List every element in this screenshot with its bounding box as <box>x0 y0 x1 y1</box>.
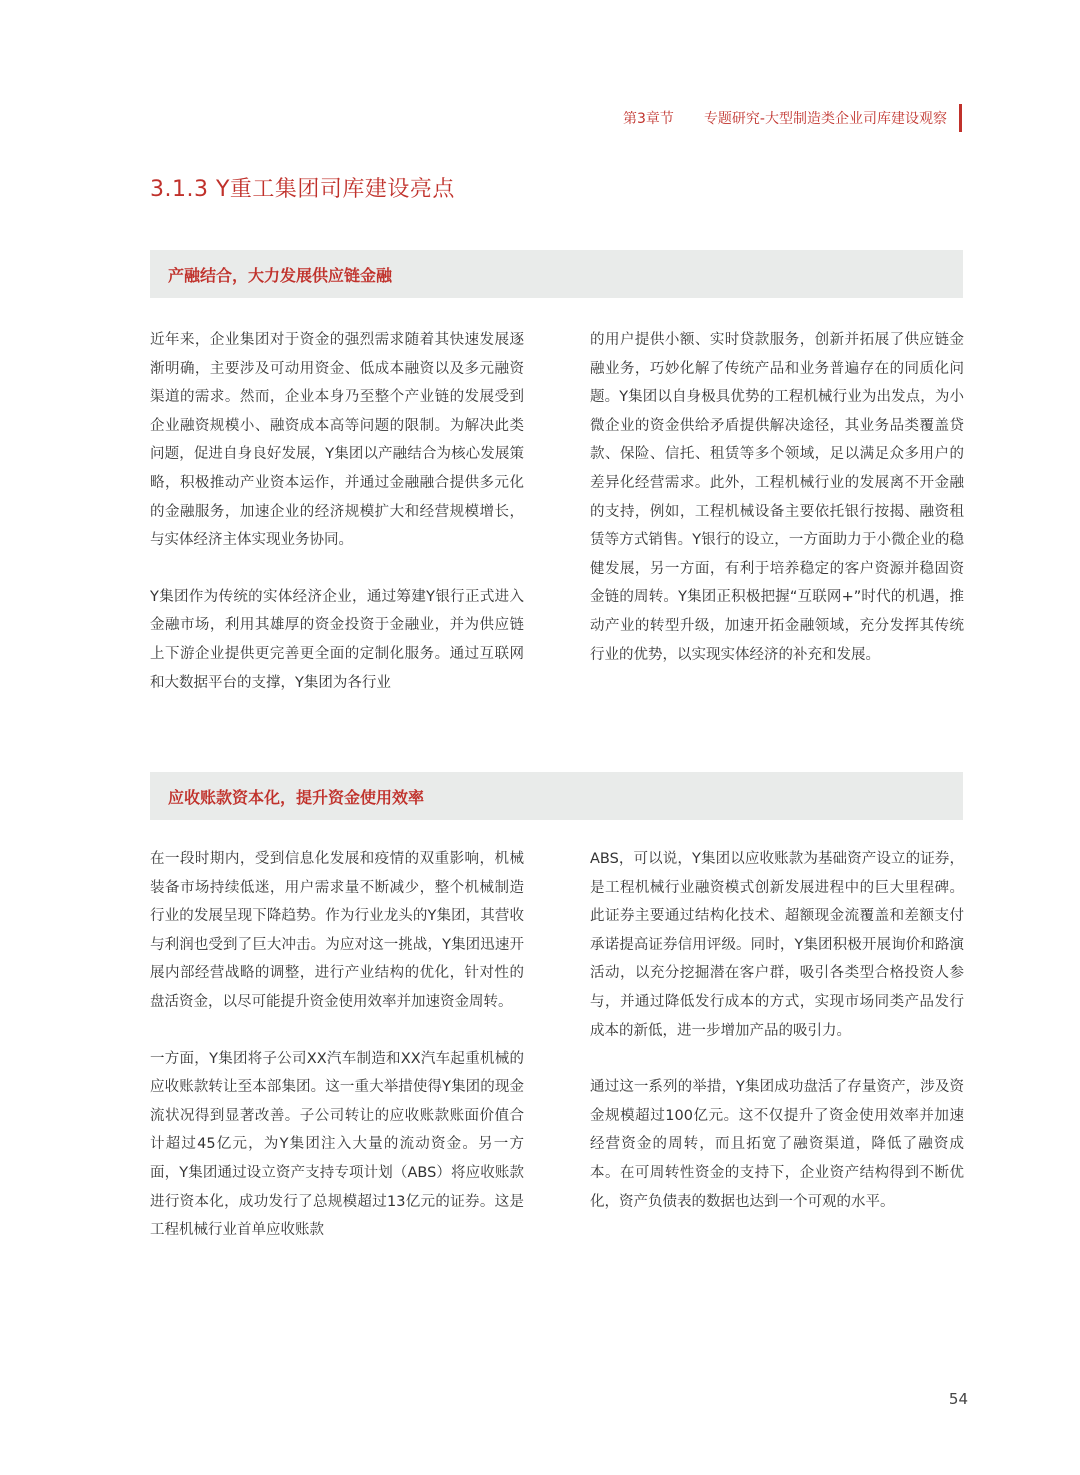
header-title: 专题研究-大型制造类企业司库建设观察 <box>703 111 947 127</box>
section-title: 3.1.3 Y重工集团司库建设亮点 <box>150 177 455 202</box>
subsection-heading-bar <box>150 250 963 298</box>
text-column-right <box>590 845 964 1216</box>
page-number: 54 <box>948 1390 968 1408</box>
subsection-heading-bar <box>150 772 963 820</box>
text-column-left <box>150 845 524 1245</box>
paragraph: ABS，可以说，Y集团以应收账款为基础资产设立的证券，是工程机械行业融资模式创新发展进程中的巨大里程碑。此证券主要通过结构化技术、超额现金流覆盖和差额支付承诺提高证券信用评级。同时，Y集团积极开展询价和路演活动，以充分挖掘潜在客户群，吸引各类型合格投资人参与，并通过降低发行成本的方式，实现市场同类产品发行成本的新低，进一步增加产品的吸引力。 <box>590 851 964 1039</box>
paragraph: 的用户提供小额、实时贷款服务，创新并拓展了供应链金融业务，巧妙化解了传统产品和业务普遍存在的同质化问题。Y集团以自身极具优势的工程机械行业为出发点，为小微企业的资金供给矛盾提供解决途径，其业务品类覆盖贷款、保险、信托、租赁等多个领域，足以满足众多用户的差异化经营需求。此外，工程机械行业的发展离不开金融的支持，例如，工程机械设备主要依托银行按揭、融资租赁等方式销售。Y银行的设立，一方面助力于小微企业的稳健发展，另一方面，有利于培养稳定的客户资源并稳固资金链的周转。Y集团正积极把握“互联网+”时代的机遇，推动产业的转型升级，加速开拓金融领域，充分发挥其传统行业的优势，以实现实体经济的补充和发展。 <box>590 332 964 663</box>
paragraph: 通过这一系列的举措，Y集团成功盘活了存量资产，涉及资金规模超过100亿元。这不仅提升了资金使用效率并加速经营资金的周转，而且拓宽了融资渠道，降低了融资成本。在可周转性资金的支持下，企业资产结构得到不断优化，资产负债表的数据也达到一个可观的水平。 <box>590 1079 964 1210</box>
paragraph: Y集团作为传统的实体经济企业，通过筹建Y银行正式进入金融市场，利用其雄厚的资金投资于金融业，并为供应链上下游企业提供更完善更全面的定制化服务。通过互联网和大数据平台的支撑，Y集团为各行业 <box>150 588 524 691</box>
text-column-left <box>150 326 524 697</box>
chapter-label: 第3章节 <box>623 111 674 127</box>
paragraph: 在一段时期内，受到信息化发展和疫情的双重影响，机械装备市场持续低迷，用户需求量不断减少，整个机械制造行业的发展呈现下降趋势。作为行业龙头的Y集团，其营收与利润也受到了巨大冲击。为应对这一挑战，Y集团迅速开展内部经营战略的调整，进行产业结构的优化，针对性的盘活资金，以尽可能提升资金使用效率并加速资金周转。 <box>150 851 524 1010</box>
text-column-right <box>590 326 964 669</box>
header-divider <box>959 104 962 132</box>
paragraph: 近年来，企业集团对于资金的强烈需求随着其快速发展逐渐明确，主要涉及可动用资金、低成本融资以及多元融资渠道的需求。然而，企业本身乃至整个产业链的发展受到企业融资规模小、融资成本高等问题的限制。为解决此类问题，促进自身良好发展，Y集团以产融结合为核心发展策略，积极推动产业资本运作，并通过金融融合提供多元化的金融服务，加速企业的经济规模扩大和经营规模增长，与实体经济主体实现业务协同。 <box>150 332 524 549</box>
subsection-heading: 应收账款资本化，提升资金使用效率 <box>168 787 425 807</box>
running-header <box>623 104 962 132</box>
paragraph: 一方面，Y集团将子公司XX汽车制造和XX汽车起重机械的应收账款转让至本部集团。这一重大举措使得Y集团的现金流状况得到显著改善。子公司转让的应收账款账面价值合计超过45亿元，为Y集团注入大量的流动资金。另一方面，Y集团通过设立资产支持专项计划（ABS）将应收账款进行资本化，成功发行了总规模超过13亿元的证券。这是工程机械行业首单应收账款 <box>150 1050 524 1239</box>
subsection-heading: 产融结合，大力发展供应链金融 <box>168 265 393 285</box>
